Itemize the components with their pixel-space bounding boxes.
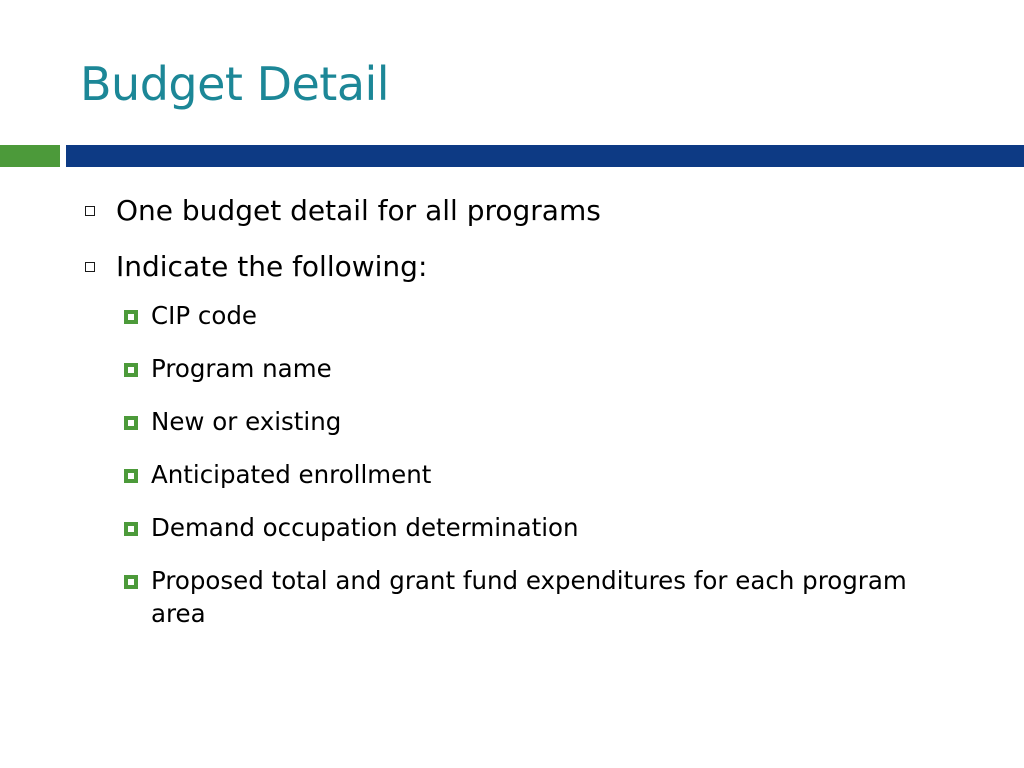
hollow-square-bullet-icon [85,206,95,216]
bullet-item [84,189,984,233]
sub-bullet-list [84,299,984,630]
green-square-bullet-icon [124,469,138,483]
green-square-bullet-icon [124,310,138,324]
slide-body [84,189,984,650]
sub-bullet-text: New or existing [151,407,342,436]
bullet-item [84,245,984,289]
bullet-text: Indicate the following: [116,250,428,283]
sub-bullet-item [84,458,984,491]
green-square-bullet-icon [124,416,138,430]
sub-bullet-text: Demand occupation determination [151,513,579,542]
green-square-bullet-icon [124,575,138,589]
green-square-bullet-icon [124,363,138,377]
sub-bullet-item [84,405,984,438]
title-accent-bar-green [0,145,60,167]
sub-bullet-text: Program name [151,354,332,383]
bullet-text: One budget detail for all programs [116,194,601,227]
sub-bullet-text: Proposed total and grant fund expenditures for each program area [151,566,907,628]
green-square-bullet-icon [124,522,138,536]
sub-bullet-text: Anticipated enrollment [151,460,432,489]
title-accent-bar-blue [66,145,1024,167]
hollow-square-bullet-icon [85,262,95,272]
slide-title: Budget Detail [80,57,390,111]
sub-bullet-item [84,564,951,630]
sub-bullet-item [84,511,984,544]
sub-bullet-text: CIP code [151,301,257,330]
sub-bullet-item [84,352,984,385]
sub-bullet-item [84,299,984,332]
